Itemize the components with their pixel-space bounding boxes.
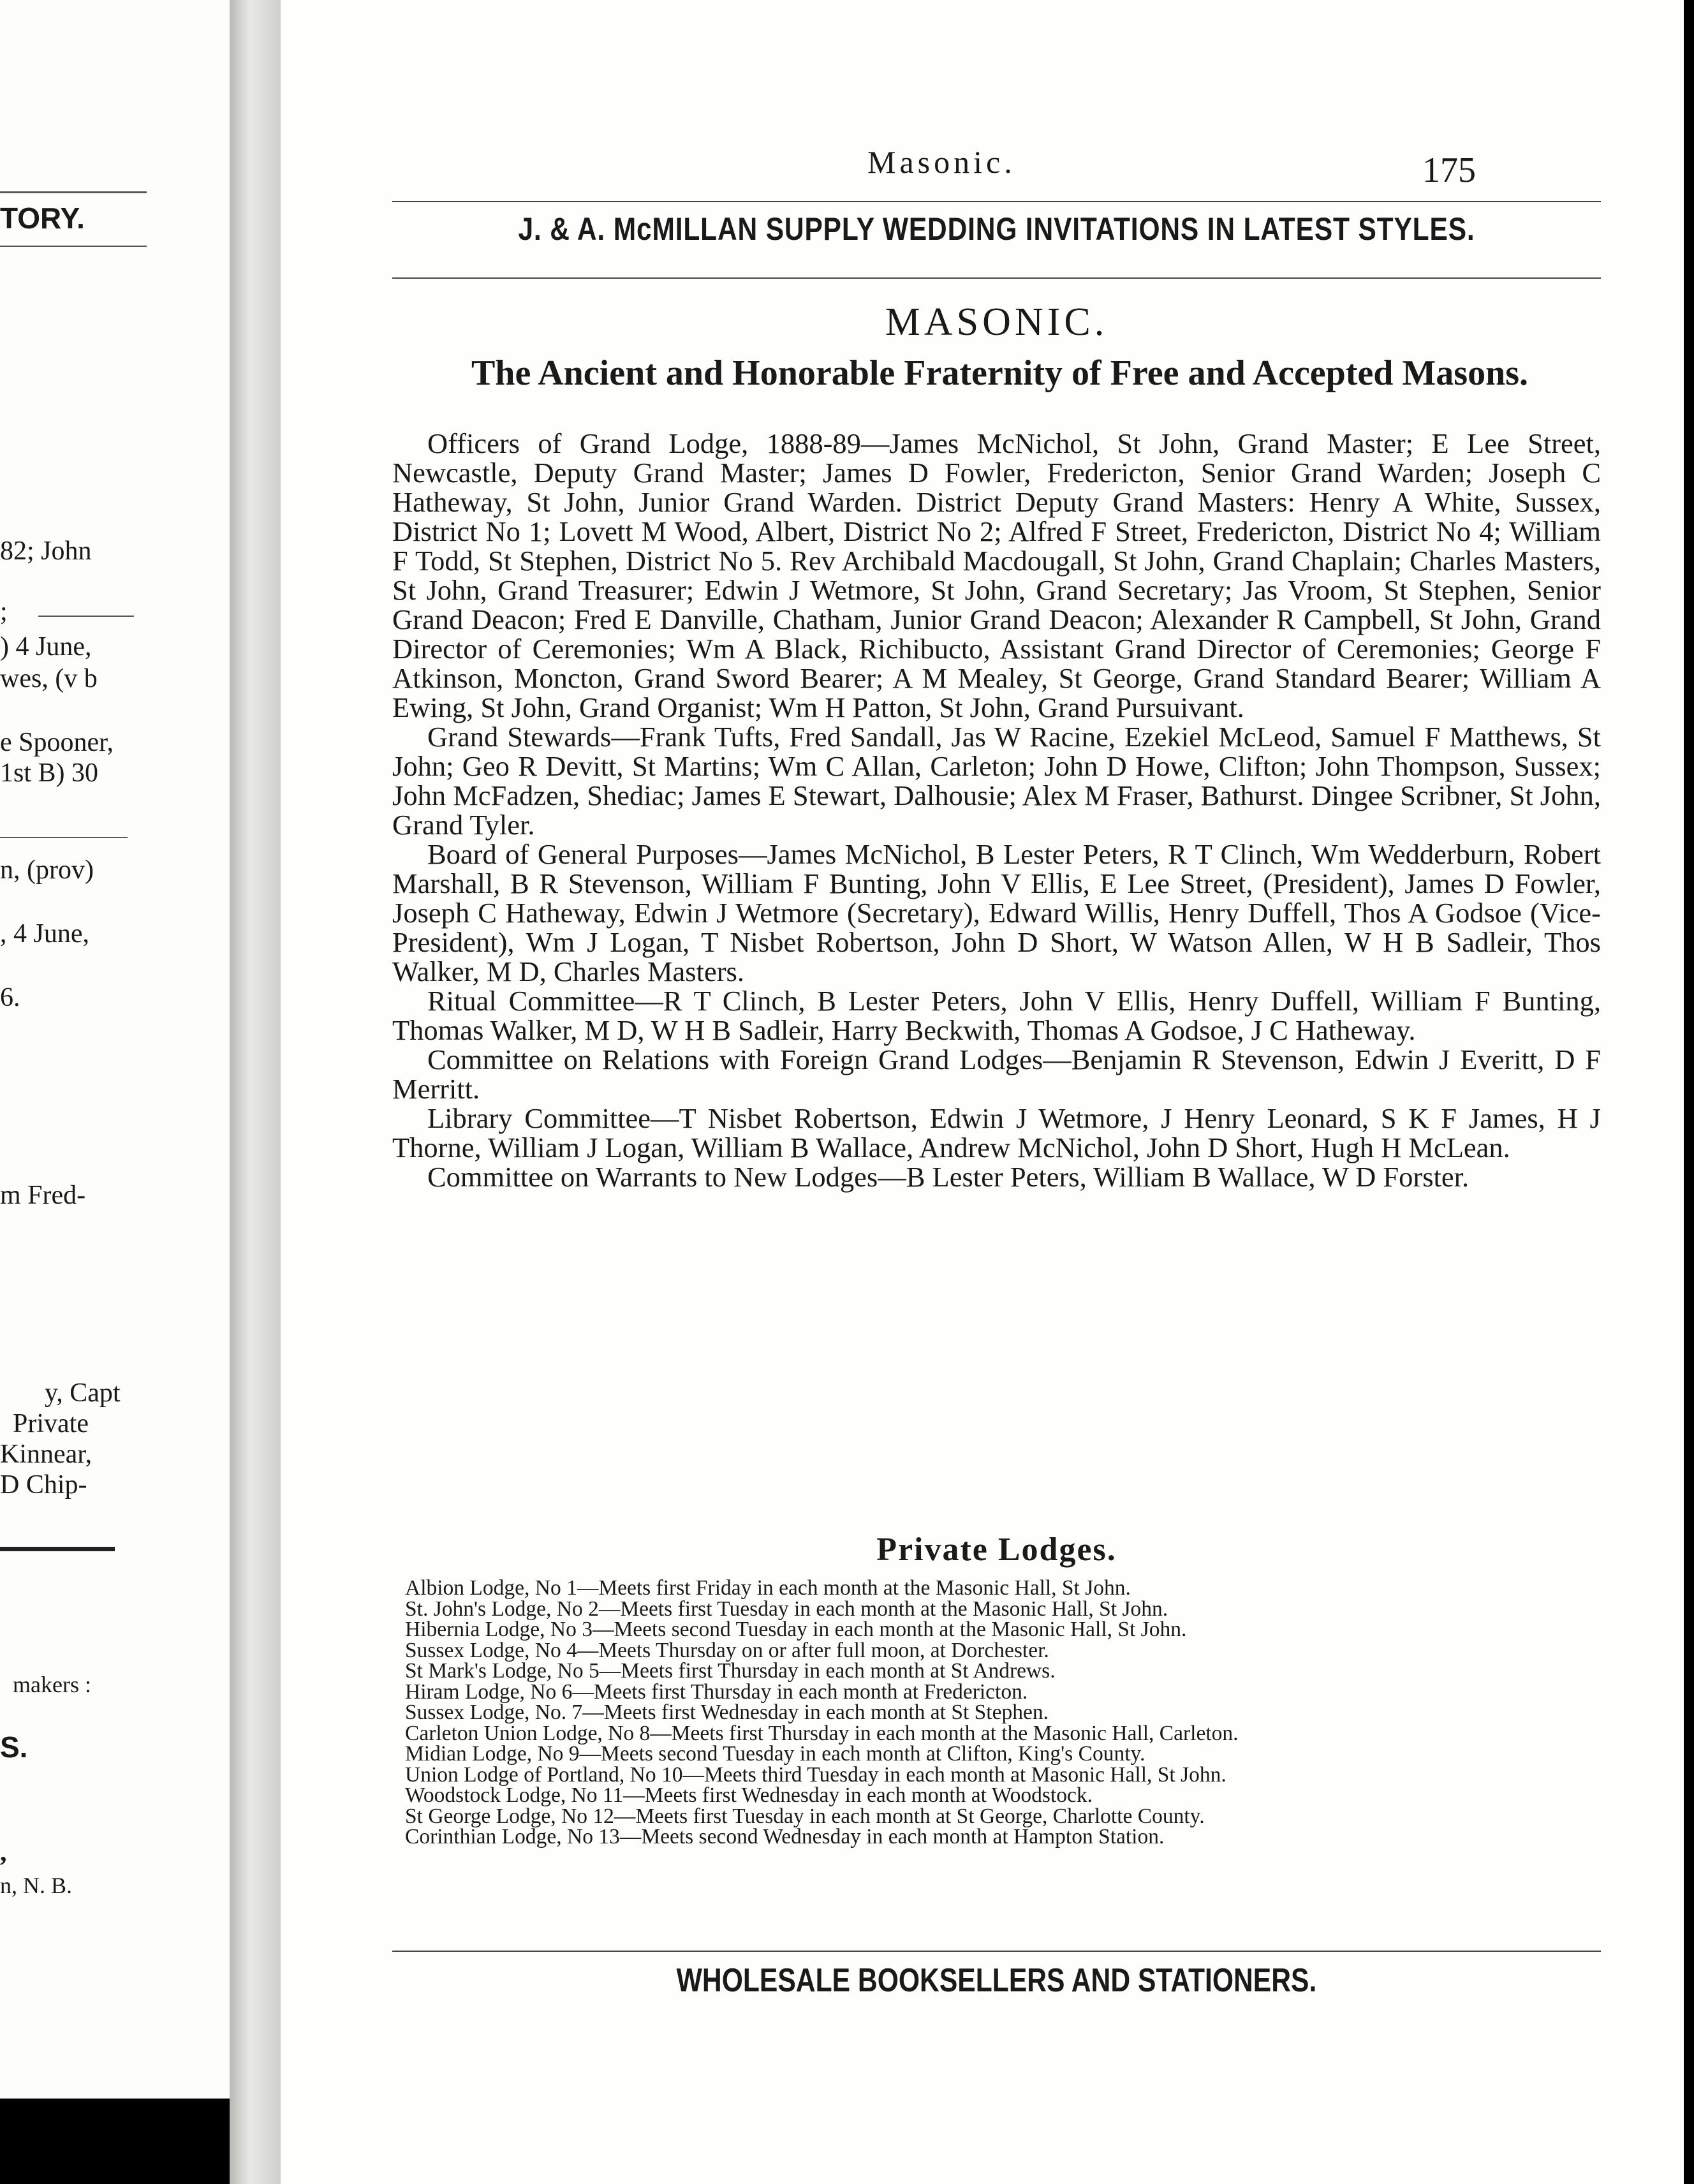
left-fragment: ,	[0, 1838, 7, 1867]
list-item: Woodstock Lodge, No 11—Meets first Wednesday in each month at Woodstock.	[405, 1783, 1093, 1807]
divider	[38, 616, 134, 617]
left-fragment: ) 4 June,	[0, 632, 92, 661]
list-item: St. John's Lodge, No 2—Meets first Tuesday in each month at the Masonic Hall, St John.	[405, 1597, 1168, 1621]
footer-advertisement: WHOLESALE BOOKSELLERS AND STATIONERS.	[676, 1962, 1317, 1999]
paragraph: Library Committee—T Nisbet Robertson, Edwin J Wetmore, J Henry Leonard, S K F James, H J Thorne, William J Logan, William B Wallace, Andrew McNichol, John D Short, Hugh H McLean.	[392, 1102, 1601, 1163]
paragraph: Officers of Grand Lodge, 1888-89—James McNichol, St John, Grand Master; E Lee Street, Newcastle, Deputy Grand Master; James D Fowler, Fredericton, Senior Grand Warden; Joseph C Hatheway, St John, Junior Grand Warden. District Deputy Grand Masters: Henry A White, Sussex, District No 1; Lovett M Wood, Albert, District No 2; Alfred F Street, Fredericton, District No 4; William F Todd, St Stephen, District No 5. Rev Archibald Macdougall, St John, Grand Chaplain; Charles Masters, St John, Grand Treasurer; Edwin J Wetmore, St John, Grand Secretary; Jas Vroom, St Stephen, Senior Grand Deacon; Fred E Danville, Chatham, Junior Grand Deacon; Alexander R Campbell, St John, Grand Director of Ceremonies; Wm A Black, Richibucto, Assistant Grand Director of Ceremonies; George F Atkinson, Moncton, Grand Sword Bearer; A M Mealey, St George, Grand Standard Bearer; William A Ewing, St John, Grand Organist; Wm H Patton, St John, Grand Pursuivant.	[392, 427, 1601, 723]
list-item: St George Lodge, No 12—Meets first Tuesday in each month at St George, Charlotte County.	[405, 1804, 1205, 1828]
book-gutter	[230, 0, 281, 2184]
section-subtitle: The Ancient and Honorable Fraternity of Free and Accepted Masons.	[471, 353, 1529, 393]
left-fragment: Private	[13, 1409, 89, 1438]
divider	[392, 1951, 1601, 1952]
private-lodges-title: Private Lodges.	[876, 1531, 1117, 1568]
list-item: Union Lodge of Portland, No 10—Meets third Tuesday in each month at Masonic Hall, St John.	[405, 1762, 1226, 1787]
section-title: MASONIC.	[885, 300, 1108, 344]
advertisement-banner: J. & A. McMILLAN SUPPLY WEDDING INVITATIONS IN LATEST STYLES.	[518, 211, 1475, 247]
divider	[0, 837, 128, 838]
left-fragment: ;	[0, 597, 8, 626]
list-item: St Mark's Lodge, No 5—Meets first Thursday in each month at St Andrews.	[405, 1659, 1056, 1683]
list-item: Hibernia Lodge, No 3—Meets second Tuesday in each month at the Masonic Hall, St John.	[405, 1618, 1187, 1641]
list-item: Albion Lodge, No 1—Meets first Friday in each month at the Masonic Hall, St John.	[405, 1576, 1131, 1600]
officers-text	[392, 429, 1601, 1192]
paragraph: Ritual Committee—R T Clinch, B Lester Peters, John V Ellis, Henry Duffell, William F Bunting, Thomas Walker, M D, W H B Sadleir, Harry Beckwith, Thomas A Godsoe, J C Hatheway.	[392, 985, 1601, 1046]
divider	[392, 277, 1601, 279]
left-fragment: 1st B) 30	[0, 758, 99, 788]
left-fragment: y, Capt	[45, 1378, 121, 1408]
left-fragment: D Chip-	[0, 1470, 87, 1500]
left-fragment: wes, (v b	[0, 664, 98, 693]
left-fragment: S.	[0, 1730, 28, 1764]
running-header: Masonic.	[867, 144, 1016, 180]
list-item: Sussex Lodge, No. 7—Meets first Wednesday in each month at St Stephen.	[405, 1701, 1049, 1724]
left-fragment: 82; John	[0, 536, 92, 566]
left-fragment: m Fred-	[0, 1181, 86, 1210]
divider	[0, 191, 147, 193]
right-page	[281, 0, 1684, 2184]
left-fragment: makers :	[13, 1672, 91, 1697]
divider	[0, 1547, 115, 1551]
left-page-margin	[0, 0, 230, 2099]
paragraph: Committee on Warrants to New Lodges—B Lester Peters, William B Wallace, W D Forster.	[427, 1161, 1469, 1193]
divider	[392, 201, 1601, 202]
left-fragment: , 4 June,	[0, 919, 89, 948]
list-item: Hiram Lodge, No 6—Meets first Thursday in each month at Fredericton.	[405, 1679, 1028, 1704]
list-item: Midian Lodge, No 9—Meets second Tuesday in each month at Clifton, King's County.	[405, 1742, 1145, 1766]
list-item: Sussex Lodge, No 4—Meets Thursday on or after full moon, at Dorchester.	[405, 1638, 1049, 1662]
page-number: 175	[1422, 151, 1476, 190]
paragraph: Board of General Purposes—James McNichol, B Lester Peters, R T Clinch, Wm Wedderburn, Robert Marshall, B R Stevenson, William F Bunting, John V Ellis, E Lee Street, (President), James D Fowler, Joseph C Hatheway, Edwin J Wetmore (Secretary), Edward Willis, Henry Duffell, Thos A Godsoe (Vice-President), Wm J Logan, T Nisbet Robertson, John D Short, W Watson Allen, W H B Sadleir, Thos Walker, M D, Charles Masters.	[392, 838, 1601, 987]
paragraph: Grand Stewards—Frank Tufts, Fred Sandall, Jas W Racine, Ezekiel McLeod, Samuel F Matthews, St John; Geo R Devitt, St Martins; Wm C Allan, Carleton; John D Howe, Clifton; John Thompson, Sussex; John McFadzen, Shediac; James E Stewart, Dalhousie; Alex M Fraser, Bathurst. Dingee Scribner, St John, Grand Tyler.	[392, 721, 1601, 841]
left-fragment: 6.	[0, 983, 20, 1012]
private-lodges-list	[376, 1578, 1601, 1848]
list-item: Corinthian Lodge, No 13—Meets second Wednesday in each month at Hampton Station.	[405, 1825, 1165, 1848]
left-fragment: Kinnear,	[0, 1440, 92, 1469]
left-fragment: n, N. B.	[0, 1873, 73, 1898]
paragraph: Committee on Relations with Foreign Grand Lodges—Benjamin R Stevenson, Edwin J Everitt, D F Merritt.	[392, 1044, 1601, 1105]
divider	[0, 246, 147, 247]
left-fragment: e Spooner,	[0, 728, 114, 757]
left-heading: TORY.	[0, 202, 85, 235]
left-fragment: n, (prov)	[0, 855, 94, 885]
list-item: Carleton Union Lodge, No 8—Meets first Thursday in each month at the Masonic Hall, Carleton.	[405, 1721, 1239, 1745]
